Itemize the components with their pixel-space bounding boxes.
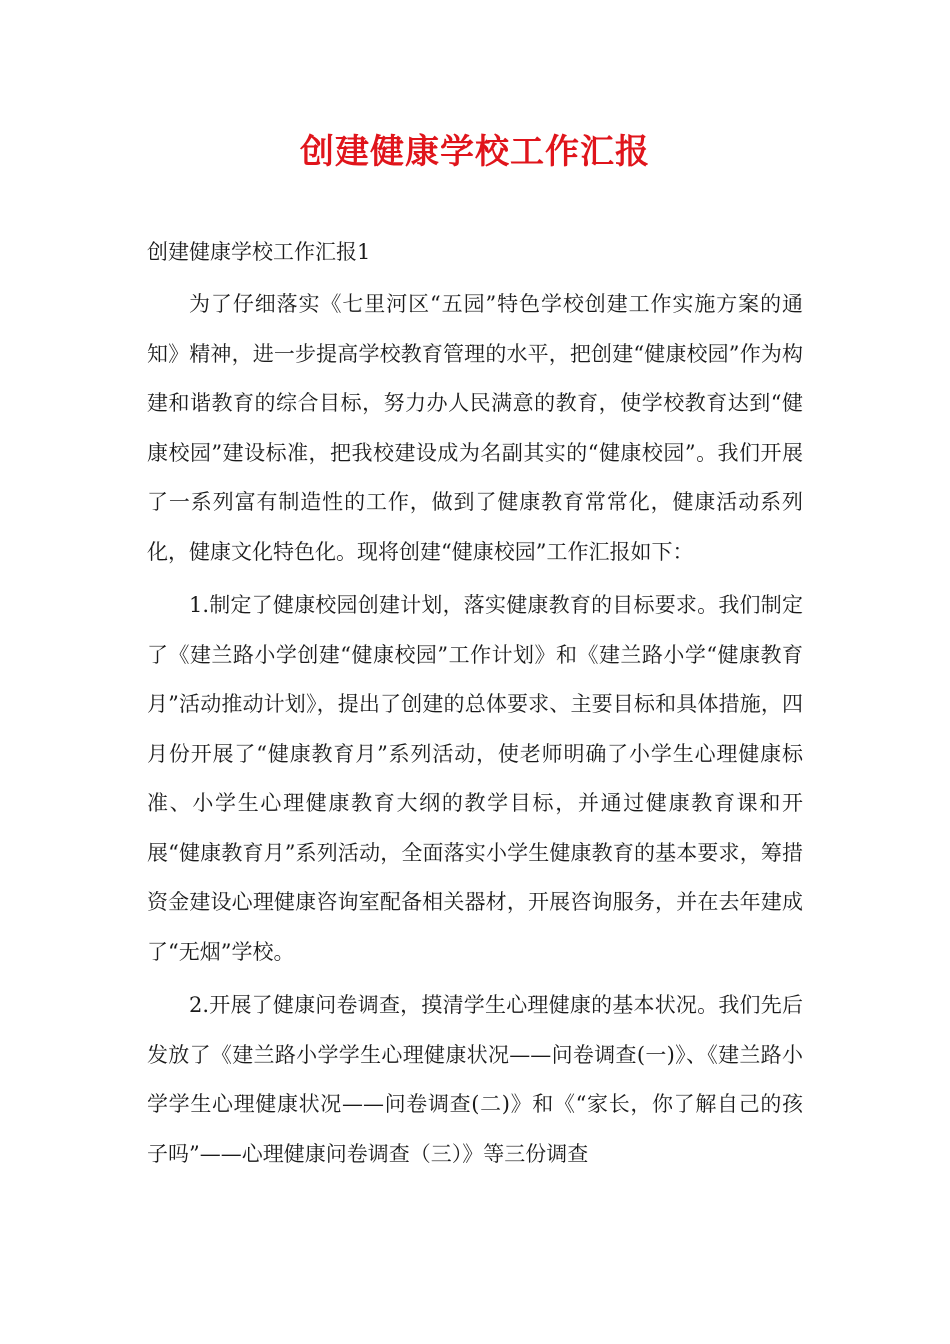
document-title: 创建健康学校工作汇报 [300, 132, 650, 172]
paragraph-2: 2.开展了健康问卷调查，摸清学生心理健康的基本状况。我们先后发放了《建兰路小学学生心理健康状况——问卷调查(一)》、《建兰路小学学生心理健康状况——问卷调查(二)》和《“家长，你了解自己的孩子吗”——心理健康问卷调查（三）》等三份调查 [147, 993, 803, 1166]
paragraph-1: 1.制定了健康校园创建计划，落实健康教育的目标要求。我们制定了《建兰路小学创建“健康校园”工作计划》和《建兰路小学“健康教育月”活动推动计划》，提出了创建的总体要求、主要目标和具体措施，四月份开展了“健康教育月”系列活动，使老师明确了小学生心理健康标准、小学生心理健康教育大纲的教学目标，并通过健康教育课和开展“健康教育月”系列活动，全面落实小学生健康教育的基本要求，筹措资金建设心理健康咨询室配备相关器材，开展咨询服务，并在去年建成了“无烟”学校。 [147, 593, 803, 964]
paragraph-intro: 为了仔细落实《七里河区“五园”特色学校创建工作实施方案的通知》精神，进一步提高学校教育管理的水平，把创建“健康校园”作为构建和谐教育的综合目标，努力办人民满意的教育，使学校教育达到“健康校园”建设标准，把我校建设成为名副其实的“健康校园”。我们开展了一系列富有制造性的工作，做到了健康教育常常化，健康活动系列化，健康文化特色化。现将创建“健康校园”工作汇报如下： [147, 292, 803, 564]
document-subtitle: 创建健康学校工作汇报1 [147, 240, 371, 264]
document-body [147, 280, 803, 1183]
